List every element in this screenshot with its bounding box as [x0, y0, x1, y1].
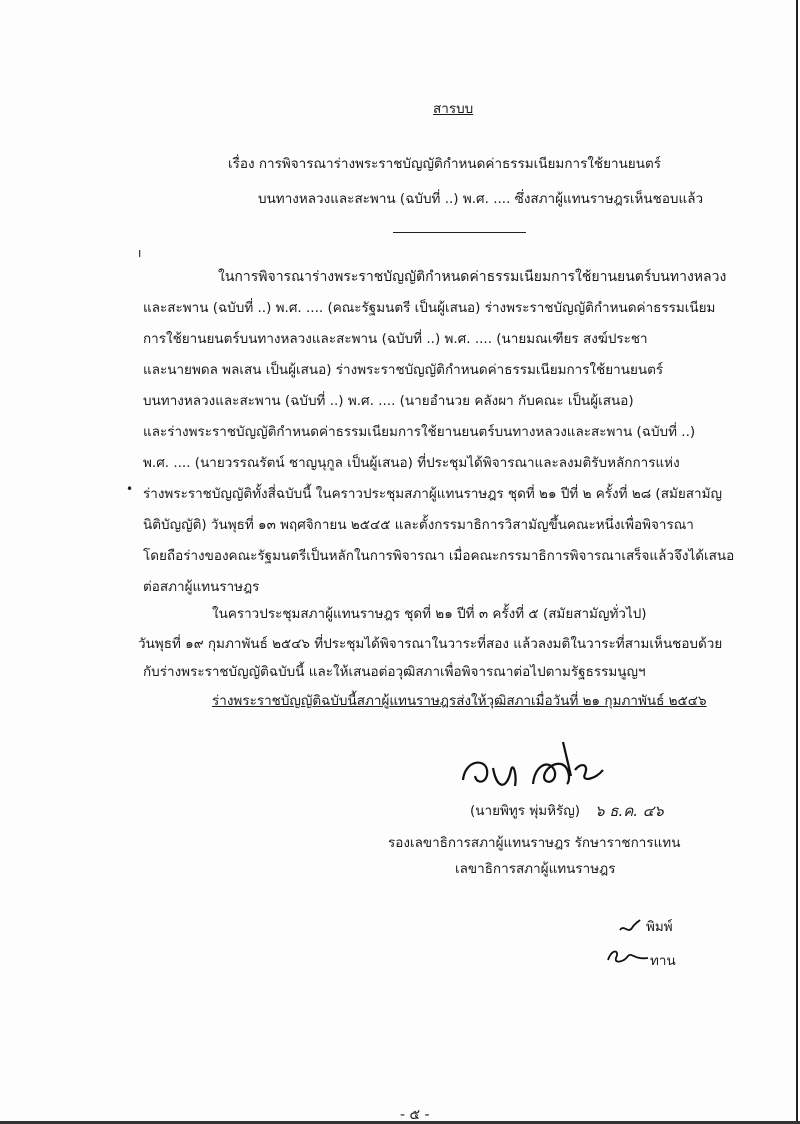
paragraph1-line: ในการพิจารณาร่างพระราชบัญญัติกำหนดค่าธรรมเนียมการใช้ยานยนตร์บนทางหลวง	[218, 269, 727, 285]
signer-title-line-1: รองเลขาธิการสภาผู้แทนราษฎร รักษาราชการแทน	[388, 835, 681, 851]
paragraph1-line: โดยถือร่างของคณะรัฐมนตรีเป็นหลักในการพิจารณา เมื่อคณะกรรมาธิการพิจารณาเสร็จแล้วจึงได้เสนอ	[143, 548, 735, 564]
typist-initial-mark	[618, 918, 642, 938]
signer-name: (นายพิทูร พุ่มหิรัญ)	[470, 803, 581, 819]
paragraph1-line: และนายพดล พลเสน เป็นผู้เสนอ) ร่างพระราชบัญญัติกำหนดค่าธรรมเนียมการใช้ยานยนตร์	[143, 362, 664, 378]
checker-initial-mark	[604, 946, 650, 968]
paragraph1-line: การใช้ยานยนตร์บนทางหลวงและสะพาน (ฉบับที่ ..) พ.ศ. .... (นายมณเฑียร สงฆ์ประชา	[143, 331, 648, 347]
document-title: สารบบ	[433, 101, 474, 117]
checked-by-label: ทาน	[650, 953, 676, 969]
paragraph2-line: ในคราวประชุมสภาผู้แทนราษฎร ชุดที่ ๒๑ ปีที่ ๓ ครั้งที่ ๕ (สมัยสามัญทั่วไป)	[212, 606, 647, 622]
signer-title-line-2: เลขาธิการสภาผู้แทนราษฎร	[455, 861, 616, 877]
paragraph2-line: วันพุธที่ ๑๙ กุมภาพันธ์ ๒๕๔๖ ที่ประชุมได้พิจารณาในวาระที่สอง แล้วลงมติในวาระที่สามเห็นชอบด้วย	[138, 636, 723, 652]
paragraph1-line: และสะพาน (ฉบับที่ ..) พ.ศ. .... (คณะรัฐมนตรี เป็นผู้เสนอ) ร่างพระราชบัญญัติกำหนดค่าธรรมเนียม	[143, 300, 716, 316]
paragraph1-line: นิติบัญญัติ) วันพุธที่ ๑๓ พฤศจิกายน ๒๕๔๕ และตั้งกรรมาธิการวิสามัญขึ้นคณะหนึ่งเพื่อพิจารณา	[143, 517, 694, 533]
page-number-marker: - ๕ -	[400, 1107, 430, 1123]
handwritten-signature	[455, 740, 615, 800]
page-edge-right	[796, 0, 798, 1124]
stray-mark: ı	[138, 246, 142, 260]
paragraph1-line: ต่อสภาผู้แทนราษฎร	[143, 579, 260, 595]
subject-line-1: เรื่อง การพิจารณาร่างพระราชบัญญัติกำหนดค่าธรรมเนียมการใช้ยานยนตร์	[228, 156, 661, 172]
paragraph1-line: พ.ศ. .... (นายวรรณรัตน์ ชาญนุกูล เป็นผู้เสนอ) ที่ประชุมได้พิจารณาและลงมติรับหลักการแห่ง	[143, 455, 680, 471]
sent-to-senate-note: ร่างพระราชบัญญัติฉบับนี้สภาผู้แทนราษฎรส่งให้วุฒิสภาเมื่อวันที่ ๒๑ กุมภาพันธ์ ๒๕๔๖	[212, 693, 707, 709]
paragraph2-line: กับร่างพระราชบัญญัติฉบับนี้ และให้เสนอต่อวุฒิสภาเพื่อพิจารณาต่อไปตามรัฐธรรมนูญฯ	[143, 664, 646, 680]
divider-line	[393, 232, 526, 233]
typed-by-label: พิมพ์	[646, 919, 673, 935]
margin-bullet-mark: •	[126, 482, 134, 496]
paragraph1-line: และร่างพระราชบัญญัติกำหนดค่าธรรมเนียมการใช้ยานยนตร์บนทางหลวงและสะพาน (ฉบับที่ ..)	[143, 424, 696, 440]
paragraph1-line: ร่างพระราชบัญญัติทั้งสี่ฉบับนี้ ในคราวประชุมสภาผู้แทนราษฎร ชุดที่ ๒๑ ปีที่ ๒ ครั้งที่ ๒๘ (สมัยสามัญ	[143, 486, 722, 502]
subject-line-2: บนทางหลวงและสะพาน (ฉบับที่ ..) พ.ศ. .... ซึ่งสภาผู้แทนราษฎรเห็นชอบแล้ว	[258, 191, 704, 207]
handwritten-date: ๖ ธ.ค. ๔๖	[595, 802, 664, 820]
paragraph1-line: บนทางหลวงและสะพาน (ฉบับที่ ..) พ.ศ. .... (นายอำนวย คลังผา กับคณะ เป็นผู้เสนอ)	[143, 393, 634, 409]
